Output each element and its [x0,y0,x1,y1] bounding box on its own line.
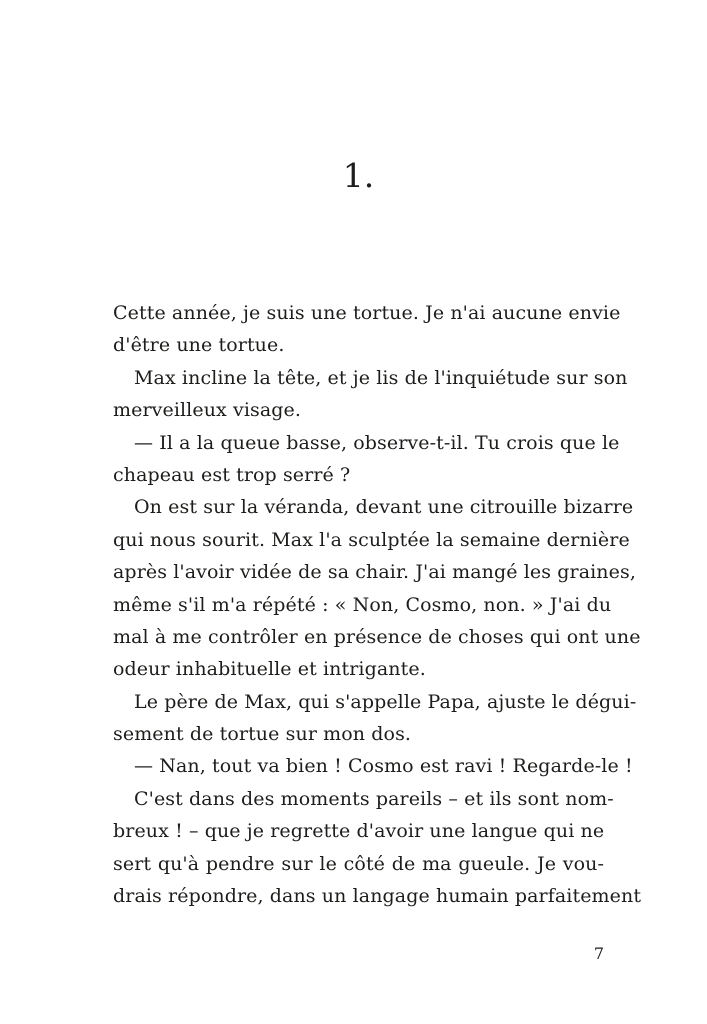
text-line: — Il a la queue basse, observe-t-il. Tu crois que le [134,431,620,454]
text-line: après l'avoir vidée de sa chair. J'ai mangé les graines, [113,561,636,584]
text-line: sert qu'à pendre sur le côté de ma gueule. Je vou- [113,852,604,875]
text-line: On est sur la véranda, devant une citrouille bizarre [134,496,634,519]
text-line: breux ! – que je regrette d'avoir une langue qui ne [113,820,605,843]
text-line: sement de tortue sur mon dos. [113,723,412,746]
text-line: qui nous sourit. Max l'a sculptée la semaine dernière [113,528,630,551]
text-line: Max incline la tête, et je lis de l'inquiétude sur son [134,366,628,389]
chapter-heading: 1. [342,156,375,195]
text-line: odeur inhabituelle et intrigante. [113,658,426,681]
text-line: chapeau est trop serré ? [113,463,351,486]
text-line: Cette année, je suis une tortue. Je n'ai aucune envie [113,302,621,324]
body-text [113,297,642,912]
text-line: même s'il m'a répété : « Non, Cosmo, non. » J'ai du [113,593,612,616]
text-line: C'est dans des moments pareils – et ils sont nom- [134,787,614,810]
text-line: mal à me contrôler en présence de choses qui ont une [113,625,641,648]
text-line: Le père de Max, qui s'appelle Papa, ajuste le dégui- [134,690,637,713]
page-number: 7 [593,944,604,963]
text-line: d'être une tortue. [113,334,285,357]
text-line: — Nan, tout va bien ! Cosmo est ravi ! Regarde-le ! [134,755,633,778]
text-line: drais répondre, dans un langage humain parfaitement [113,885,642,908]
text-line: merveilleux visage. [113,399,302,422]
